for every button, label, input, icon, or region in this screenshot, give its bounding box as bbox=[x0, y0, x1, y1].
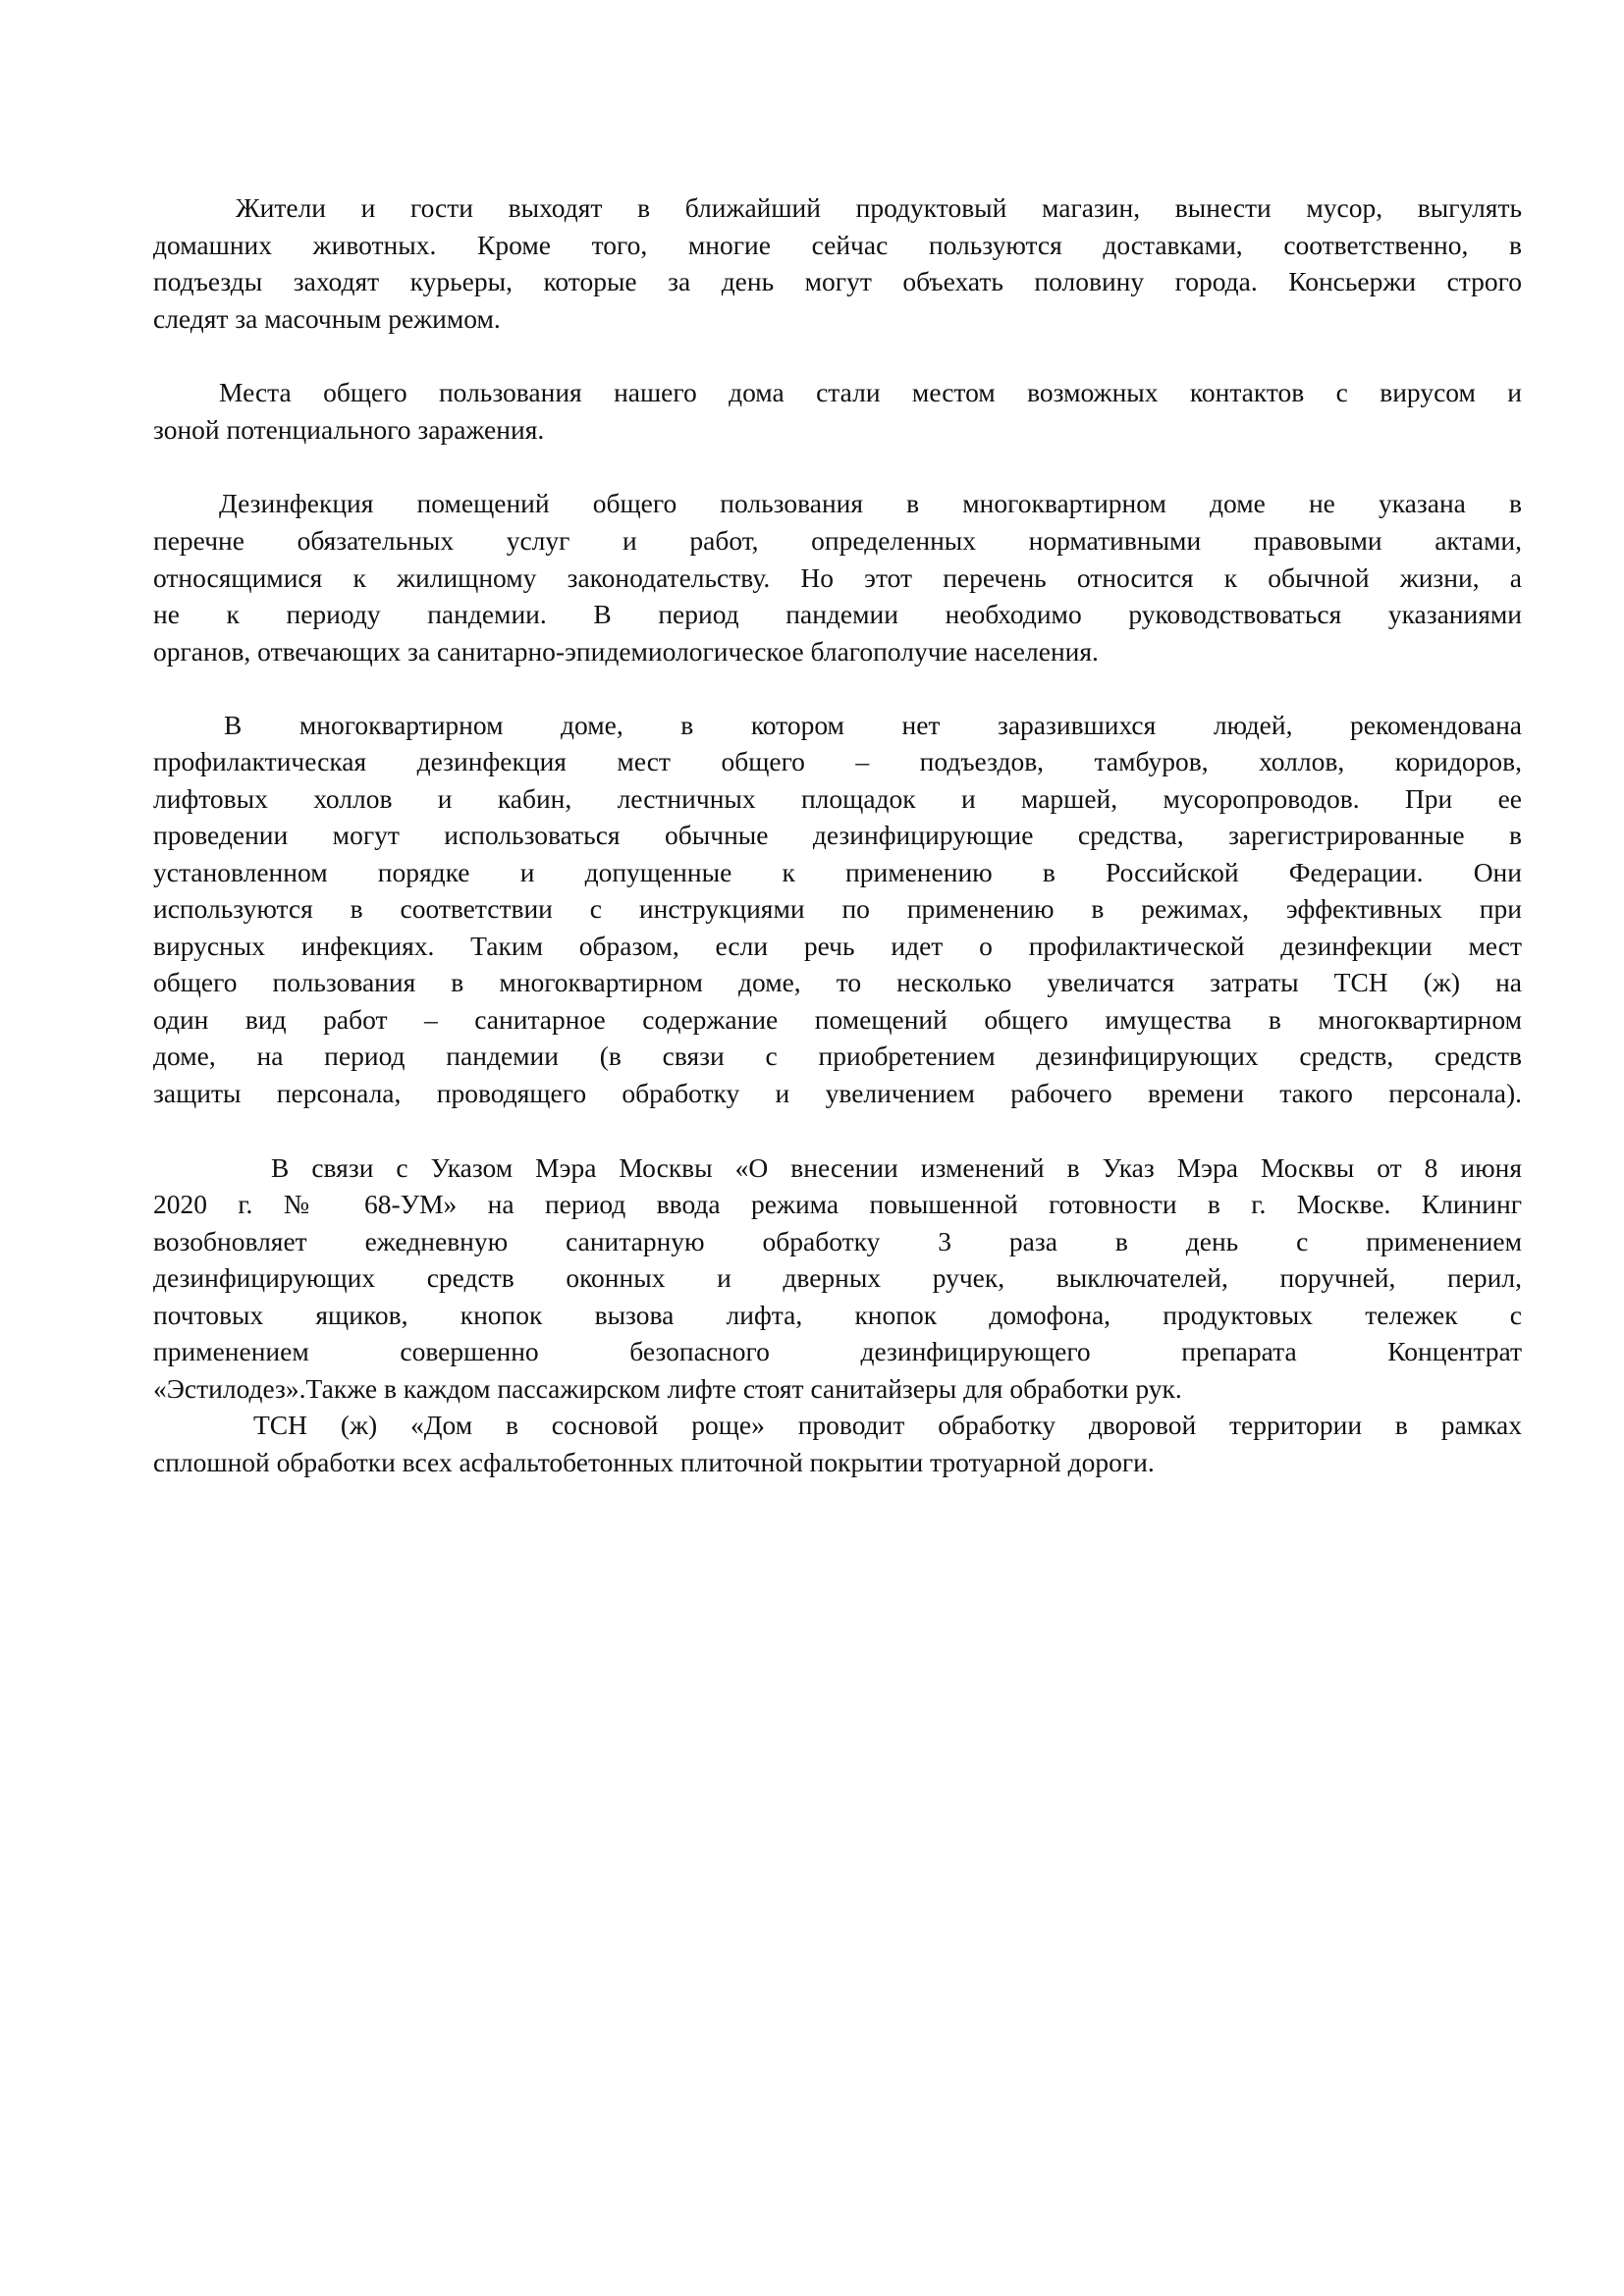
text-line: доме, на период пандемии (в связи с приобретением дезинфицирующих средств, средств bbox=[153, 1041, 1522, 1071]
text-line: сплошной обработки всех асфальтобетонных плиточной покрытии тротуарной дороги. bbox=[153, 1447, 1155, 1477]
text-line: используются в соответствии с инструкциями по применению в режимах, эффективных при bbox=[153, 893, 1522, 924]
text-line: В связи с Указом Мэра Москвы «О внесении изменений в Указ Мэра Москвы от 8 июня bbox=[271, 1152, 1522, 1183]
text-line: Жители и гости выходят в ближайший продуктовый магазин, вынести мусор, выгулять bbox=[236, 192, 1522, 223]
text-line: Дезинфекция помещений общего пользования в многоквартирном доме не указана в bbox=[219, 488, 1522, 518]
text-line: относящимися к жилищному законодательству. Но этот перечень относится к обычной жизни, а bbox=[153, 562, 1522, 593]
text-line: органов, отвечающих за санитарно-эпидемиологическое благополучие населения. bbox=[153, 636, 1099, 667]
text-line: защиты персонала, проводящего обработку и увеличением рабочего времени такого персонала). bbox=[153, 1078, 1522, 1108]
text-line: установленном порядке и допущенные к применению в Российской Федерации. Они bbox=[153, 857, 1522, 887]
text-line: проведении могут использоваться обычные дезинфицирующие средства, зарегистрированные в bbox=[153, 820, 1522, 850]
text-line: общего пользования в многоквартирном доме, то несколько увеличатся затраты ТСН (ж) на bbox=[153, 967, 1522, 997]
text-line: вирусных инфекциях. Таким образом, если речь идет о профилактической дезинфекции мест bbox=[153, 931, 1522, 961]
text-line: ТСН (ж) «Дом в сосновой роще» проводит обработку дворовой территории в рамках bbox=[253, 1410, 1522, 1440]
text-line: почтовых ящиков, кнопок вызова лифта, кнопок домофона, продуктовых тележек с bbox=[153, 1300, 1522, 1330]
text-line: перечне обязательных услуг и работ, определенных нормативными правовыми актами, bbox=[153, 525, 1522, 556]
text-line: домашних животных. Кроме того, многие сейчас пользуются доставками, соответственно, в bbox=[153, 230, 1522, 260]
text-line: подъезды заходят курьеры, которые за день могут объехать половину города. Консьержи строго bbox=[153, 266, 1522, 296]
text-line: возобновляет ежедневную санитарную обработку 3 раза в день с применением bbox=[153, 1226, 1522, 1256]
text-line: дезинфицирующих средств оконных и дверных ручек, выключателей, поручней, перил, bbox=[153, 1262, 1522, 1293]
text-line: «Эстилодез».Также в каждом пассажирском лифте стоят санитайзеры для обработки рук. bbox=[153, 1373, 1182, 1404]
text-line: не к периоду пандемии. В период пандемии необходимо руководствоваться указаниями bbox=[153, 599, 1522, 629]
text-line: следят за масочным режимом. bbox=[153, 303, 501, 334]
text-line: профилактическая дезинфекция мест общего – подъездов, тамбуров, холлов, коридоров, bbox=[153, 746, 1522, 776]
text-line: применением совершенно безопасного дезинфицирующего препарата Концентрат bbox=[153, 1336, 1522, 1366]
text-line: В многоквартирном доме, в котором нет заразившихся людей, рекомендована bbox=[224, 710, 1522, 740]
text-line: лифтовых холлов и кабин, лестничных площадок и маршей, мусоропроводов. При ее bbox=[153, 783, 1522, 814]
text-line: Места общего пользования нашего дома стали местом возможных контактов с вирусом и bbox=[219, 377, 1522, 407]
text-line: зоной потенциального заражения. bbox=[153, 414, 545, 445]
text-line: 2020 г. № 68-УМ» на период ввода режима повышенной готовности в г. Москве. Клининг bbox=[153, 1189, 1522, 1219]
text-line: один вид работ – санитарное содержание помещений общего имущества в многоквартирном bbox=[153, 1004, 1522, 1035]
